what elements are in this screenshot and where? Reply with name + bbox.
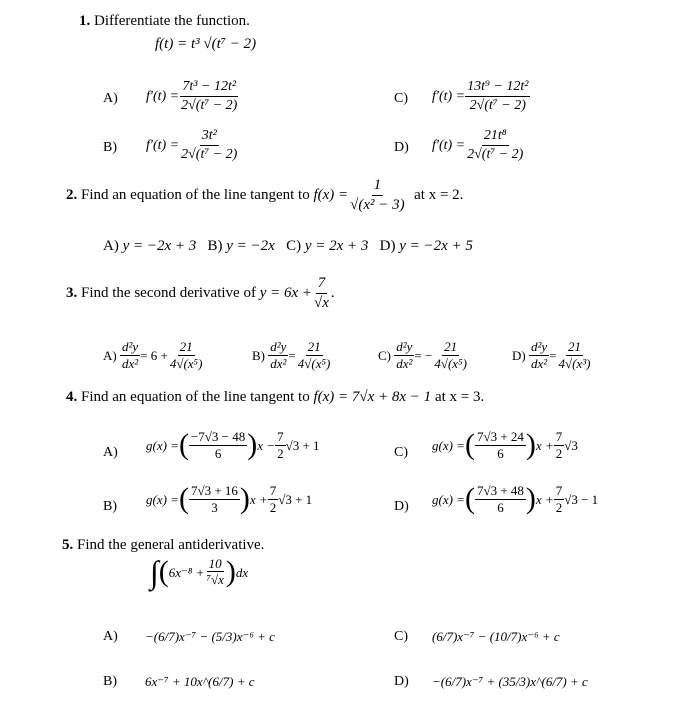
q3-a-label: A) bbox=[103, 347, 117, 363]
q2-func-numerator: 1 bbox=[372, 178, 384, 196]
q2-heading bbox=[66, 178, 463, 213]
q4-c-mid: x + bbox=[535, 437, 554, 453]
q4-b-numerator: 7√3 + 16 bbox=[190, 483, 238, 498]
q4-a-mid: x − bbox=[257, 437, 276, 453]
q4-c-coef bbox=[554, 430, 565, 461]
q4-a-fraction bbox=[189, 430, 247, 461]
q1-c-fraction bbox=[465, 80, 530, 113]
q4-c-coef-den: 2 bbox=[555, 445, 563, 461]
q4-b-mid: x + bbox=[249, 491, 268, 507]
q4-at: at x = 3. bbox=[434, 389, 485, 405]
q4-c-fraction bbox=[475, 430, 526, 461]
q1-b-fraction bbox=[179, 129, 239, 162]
q3-a-numerator: 21 bbox=[179, 339, 193, 354]
q4-d-lhs: g(x) = bbox=[432, 491, 465, 507]
q3-a-rhs: = 6 + bbox=[140, 347, 168, 363]
q3-d-label: D) bbox=[512, 347, 526, 363]
q1-choice-b-label: B) bbox=[103, 140, 117, 155]
q3-func-denominator: √x bbox=[314, 294, 329, 311]
q4-a-coef-den: 2 bbox=[277, 445, 284, 461]
q1-a-denominator: 2√(t⁷ − 2) bbox=[181, 97, 238, 113]
q3-choice-a bbox=[103, 340, 204, 371]
q2-c-eq: y = 2x + 3 bbox=[304, 238, 369, 254]
q2-func-denominator: √(x² − 3) bbox=[350, 196, 405, 213]
q4-d-coef-num: 7 bbox=[555, 483, 563, 498]
q3-c-rhs: = − bbox=[414, 347, 433, 363]
q3-d-dx2: dx² bbox=[530, 355, 548, 371]
q2-b-label: B) bbox=[207, 238, 223, 254]
q4-b-rparen: ) bbox=[239, 482, 250, 516]
q4-d-rparen: ) bbox=[525, 482, 536, 516]
q4-a-lhs: g(x) = bbox=[146, 437, 179, 453]
q5-lparen: ( bbox=[158, 555, 169, 588]
q4-b-fraction bbox=[189, 484, 240, 515]
q2-func-lhs: f(x) = bbox=[313, 187, 349, 204]
q3-d-denominator: 4√(x³) bbox=[558, 355, 591, 371]
q3-prompt: Find the second derivative of bbox=[81, 285, 256, 302]
q1-choice-c bbox=[432, 80, 530, 113]
q1-choice-a-label: A) bbox=[103, 91, 118, 106]
q4-choice-c bbox=[432, 430, 578, 461]
q4-a-rparen: ) bbox=[247, 428, 258, 462]
q4-d-lparen: ( bbox=[464, 482, 475, 516]
q1-a-fraction bbox=[179, 80, 239, 113]
q4-d-fraction bbox=[475, 484, 526, 515]
q1-c-numerator: 13t⁹ − 12t² bbox=[465, 80, 530, 97]
q4-d-mid: x + bbox=[535, 491, 554, 507]
q4-prompt: Find an equation of the line tangent to bbox=[81, 389, 310, 405]
q3-d-d2y: d²y bbox=[530, 339, 548, 354]
q4-choice-d bbox=[432, 484, 598, 515]
q4-b-lparen: ( bbox=[178, 482, 189, 516]
q3-d-rhs: = bbox=[549, 347, 557, 363]
q1-b-numerator: 3t² bbox=[200, 129, 219, 146]
q4-b-coef bbox=[268, 484, 279, 515]
q3-b-denominator: 4√(x⁵) bbox=[297, 355, 331, 371]
q5-dx: dx bbox=[235, 564, 249, 580]
q5-d-expr: −(6/7)x⁻⁷ + (35/3)x^(6/7) + c bbox=[432, 674, 588, 689]
q3-a-denominator: 4√(x⁵) bbox=[169, 355, 203, 371]
q4-heading bbox=[66, 390, 484, 405]
q4-c-rparen: ) bbox=[525, 428, 536, 462]
q3-c-denominator: 4√(x⁵) bbox=[434, 355, 467, 371]
q4-b-coef-den: 2 bbox=[269, 499, 277, 515]
q3-d-fraction bbox=[556, 340, 592, 371]
q4-d-coef-den: 2 bbox=[555, 499, 563, 515]
q1-b-denominator: 2√(t⁷ − 2) bbox=[181, 146, 238, 162]
q2-number: 2. bbox=[66, 187, 78, 204]
q1-d-denominator: 2√(t⁷ − 2) bbox=[467, 146, 524, 162]
q4-c-coef-num: 7 bbox=[555, 429, 563, 444]
q3-b-label: B) bbox=[252, 347, 265, 363]
q4-d-coef bbox=[554, 484, 565, 515]
q1-d-numerator: 21t⁸ bbox=[482, 129, 509, 146]
q5-integrand-a: 6x⁻⁸ + bbox=[168, 564, 205, 580]
q5-a-label: A) bbox=[103, 629, 118, 644]
q1-function: f(t) = t³ √(t⁷ − 2) bbox=[155, 36, 257, 52]
q2-at: at x = 2. bbox=[414, 187, 464, 204]
q1-choice-c-label: C) bbox=[394, 91, 408, 106]
q5-integrand-den: ⁷√x bbox=[206, 572, 224, 588]
q1-number: 1. bbox=[79, 13, 91, 29]
q4-c-tail: √3 bbox=[564, 437, 578, 453]
q4-c-lhs: g(x) = bbox=[432, 437, 465, 453]
q3-c-label: C) bbox=[378, 347, 391, 363]
q5-b-expr: 6x⁻⁷ + 10x^(6/7) + c bbox=[145, 674, 255, 689]
q4-b-label: B) bbox=[103, 499, 117, 514]
q1-a-lhs: f′(t) = bbox=[146, 88, 180, 104]
q4-b-denominator: 3 bbox=[211, 499, 218, 515]
q5-integral bbox=[150, 556, 248, 588]
q4-d-label: D) bbox=[394, 499, 409, 514]
q5-c-label: C) bbox=[394, 629, 408, 644]
q4-a-coef bbox=[275, 430, 286, 461]
q1-choice-d bbox=[432, 129, 525, 162]
q4-a-label: A) bbox=[103, 445, 118, 460]
q1-b-lhs: f′(t) = bbox=[146, 137, 180, 153]
q4-c-lparen: ( bbox=[464, 428, 475, 462]
q4-d-denominator: 6 bbox=[497, 499, 504, 515]
q4-a-tail: √3 + 1 bbox=[285, 437, 320, 453]
q2-a-label: A) bbox=[103, 238, 119, 254]
q1-choice-a bbox=[146, 80, 239, 113]
q4-a-lparen: ( bbox=[178, 428, 189, 462]
q3-c-numerator: 21 bbox=[444, 339, 458, 354]
q3-b-dx2: dx² bbox=[270, 355, 287, 371]
q3-b-numerator: 21 bbox=[307, 339, 321, 354]
q4-d-tail: √3 − 1 bbox=[564, 491, 599, 507]
q2-prompt: Find an equation of the line tangent to bbox=[81, 187, 310, 204]
q4-choice-a bbox=[146, 430, 320, 461]
integral-sign-icon: ∫ bbox=[150, 554, 159, 590]
q1-choice-d-label: D) bbox=[394, 140, 409, 155]
q5-number: 5. bbox=[62, 537, 74, 553]
q3-a-d2y: d²y bbox=[121, 339, 139, 354]
q3-a-fraction bbox=[168, 340, 205, 371]
q1-d-lhs: f′(t) = bbox=[432, 137, 466, 153]
q3-func-lhs: y = 6x + bbox=[259, 285, 313, 302]
q1-a-numerator: 7t³ − 12t² bbox=[180, 80, 238, 97]
q4-b-coef-num: 7 bbox=[269, 483, 277, 498]
q5-d-label: D) bbox=[394, 674, 409, 689]
q3-choice-d bbox=[512, 340, 592, 371]
q1-d-fraction bbox=[465, 129, 525, 162]
q1-heading bbox=[79, 14, 250, 29]
q4-c-numerator: 7√3 + 24 bbox=[476, 429, 524, 444]
q1-choice-b bbox=[146, 129, 239, 162]
q1-c-denominator: 2√(t⁷ − 2) bbox=[469, 97, 526, 113]
q4-b-tail: √3 + 1 bbox=[278, 491, 313, 507]
q3-c-fraction bbox=[432, 340, 469, 371]
q4-a-denominator: 6 bbox=[214, 445, 222, 461]
q3-d-numerator: 21 bbox=[567, 339, 581, 354]
q3-a-deriv bbox=[120, 340, 140, 371]
q3-func-fraction bbox=[312, 276, 331, 311]
q3-choice-c bbox=[378, 340, 469, 371]
q3-d-deriv bbox=[529, 340, 549, 371]
q5-prompt: Find the general antiderivative. bbox=[77, 537, 265, 553]
q1-prompt: Differentiate the function. bbox=[94, 13, 250, 29]
q3-b-rhs: = bbox=[288, 347, 296, 363]
q5-a-expr: −(6/7)x⁻⁷ − (5/3)x⁻⁶ + c bbox=[145, 629, 275, 644]
q4-a-numerator: −7√3 − 48 bbox=[190, 429, 246, 444]
q2-b-eq: y = −2x bbox=[226, 238, 275, 254]
q3-c-deriv bbox=[394, 340, 414, 371]
q3-c-d2y: d²y bbox=[396, 339, 413, 354]
q2-choices bbox=[103, 239, 473, 254]
q4-choice-b bbox=[146, 484, 312, 515]
q5-integrand-fraction bbox=[204, 557, 225, 588]
q3-b-fraction bbox=[296, 340, 333, 371]
q5-integrand-num: 10 bbox=[208, 555, 222, 571]
q5-heading bbox=[62, 538, 264, 553]
q1-c-lhs: f′(t) = bbox=[432, 88, 466, 104]
q3-c-dx2: dx² bbox=[396, 355, 413, 371]
q2-d-eq: y = −2x + 5 bbox=[399, 238, 473, 254]
q4-function: f(x) = 7√x + 8x − 1 bbox=[313, 389, 432, 405]
q3-choice-b bbox=[252, 340, 332, 371]
q4-c-denominator: 6 bbox=[497, 445, 504, 461]
q5-b-label: B) bbox=[103, 674, 117, 689]
q4-c-label: C) bbox=[394, 445, 408, 460]
q5-rparen: ) bbox=[225, 555, 236, 588]
q3-heading: 3. Find the second derivative of y = 6x + $\frac{7}{√x}$ . bbox=[66, 275, 335, 311]
q2-c-label: C) bbox=[286, 238, 302, 254]
q3-number: 3. bbox=[66, 285, 78, 302]
q3-b-d2y: d²y bbox=[270, 339, 287, 354]
q4-a-coef-num: 7 bbox=[277, 429, 284, 444]
q2-d-label: D) bbox=[379, 238, 396, 254]
q4-d-numerator: 7√3 + 48 bbox=[476, 483, 524, 498]
q2-func-fraction bbox=[348, 178, 407, 213]
q3-func-numerator: 7 bbox=[316, 276, 328, 294]
q2-a-eq: y = −2x + 3 bbox=[122, 238, 197, 254]
q5-c-expr: (6/7)x⁻⁷ − (10/7)x⁻⁶ + c bbox=[432, 629, 560, 644]
q4-number: 4. bbox=[66, 389, 78, 405]
q4-b-lhs: g(x) = bbox=[146, 491, 179, 507]
q3-b-deriv bbox=[268, 340, 288, 371]
q3-a-dx2: dx² bbox=[121, 355, 139, 371]
